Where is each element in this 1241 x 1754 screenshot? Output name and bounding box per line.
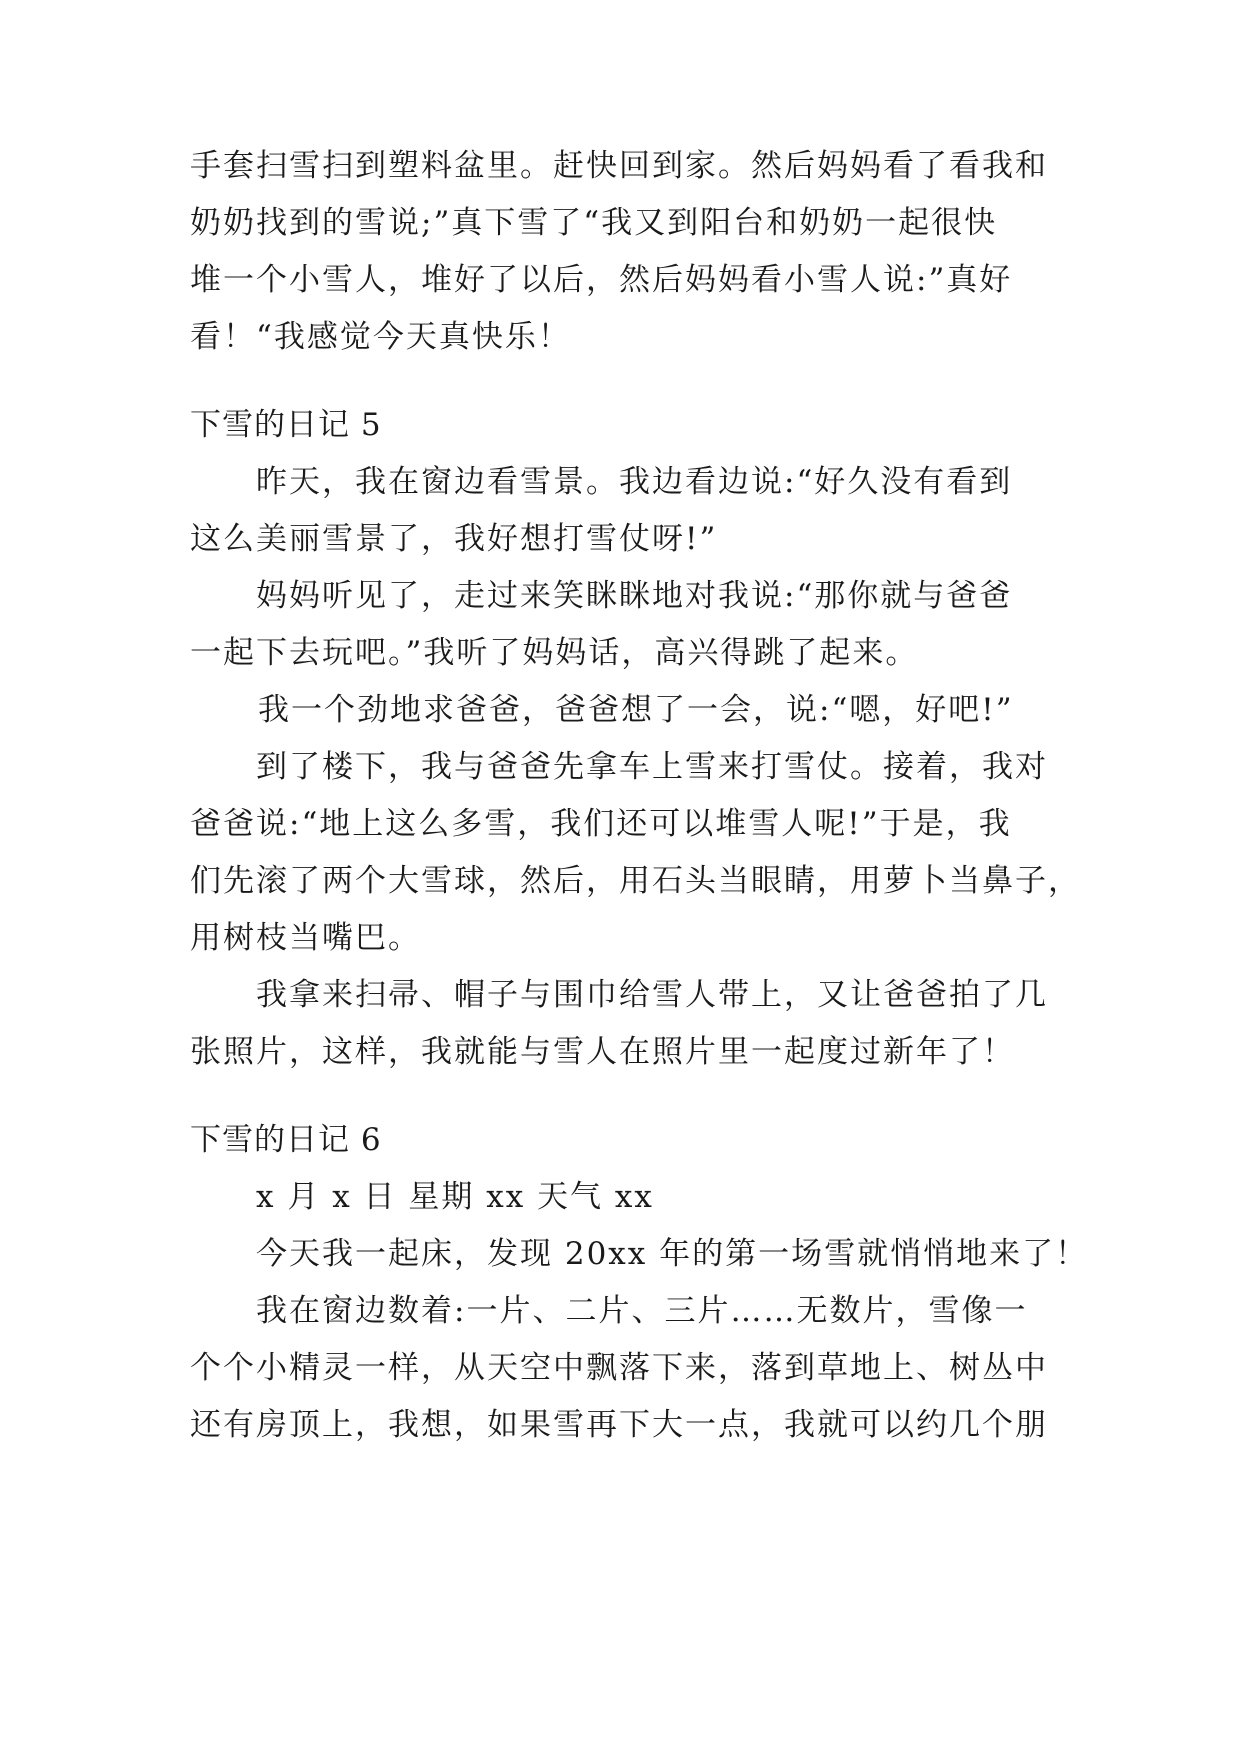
- paragraph-line: 奶奶找到的雪说;”真下雪了“我又到阳台和奶奶一起很快: [190, 205, 998, 241]
- paragraph-line: 我在窗边数着:一片、二片、三片……无数片，雪像一: [256, 1293, 1028, 1329]
- section-title: 下雪的日记 5: [190, 407, 382, 443]
- paragraph-line: 昨天，我在窗边看雪景。我边看边说:“好久没有看到: [256, 464, 1013, 500]
- paragraph-line: 还有房顶上，我想，如果雪再下大一点，我就可以约几个朋: [190, 1407, 1048, 1443]
- paragraph-line: 这么美丽雪景了，我好想打雪仗呀!”: [190, 521, 718, 557]
- date-weather-line: x 月 x 日 星期 xx 天气 xx: [256, 1179, 654, 1215]
- paragraph-line: 用树枝当嘴巴。: [190, 920, 421, 956]
- paragraph-line: 一起下去玩吧。”我听了妈妈话，高兴得跳了起来。: [190, 635, 919, 671]
- paragraph-line: 个个小精灵一样，从天空中飘落下来，落到草地上、树丛中: [190, 1350, 1048, 1386]
- paragraph-line: 到了楼下，我与爸爸先拿车上雪来打雪仗。接着，我对: [256, 749, 1048, 785]
- paragraph-line: 手套扫雪扫到塑料盆里。赶快回到家。然后妈妈看了看我和: [190, 148, 1048, 184]
- paragraph-line: 堆一个小雪人，堆好了以后，然后妈妈看小雪人说:”真好: [190, 262, 1013, 298]
- paragraph-line: 们先滚了两个大雪球，然后，用石头当眼睛，用萝卜当鼻子，: [190, 863, 1081, 899]
- paragraph-line: 妈妈听见了，走过来笑眯眯地对我说:“那你就与爸爸: [256, 578, 1013, 614]
- paragraph-line: 今天我一起床，发现 20xx 年的第一场雪就悄悄地来了！: [256, 1236, 1089, 1272]
- paragraph-line: 张照片，这样，我就能与雪人在照片里一起度过新年了！: [190, 1034, 1015, 1070]
- paragraph-line: 我拿来扫帚、帽子与围巾给雪人带上，又让爸爸拍了几: [256, 977, 1048, 1013]
- section-title: 下雪的日记 6: [190, 1122, 382, 1158]
- paragraph-line: 我一个劲地求爸爸，爸爸想了一会，说:“嗯，好吧!”: [258, 692, 1014, 728]
- paragraph-line: 看！“我感觉今天真快乐！: [190, 319, 571, 355]
- paragraph-line: 爸爸说:“地上这么多雪，我们还可以堆雪人呢!”于是，我: [190, 806, 1012, 842]
